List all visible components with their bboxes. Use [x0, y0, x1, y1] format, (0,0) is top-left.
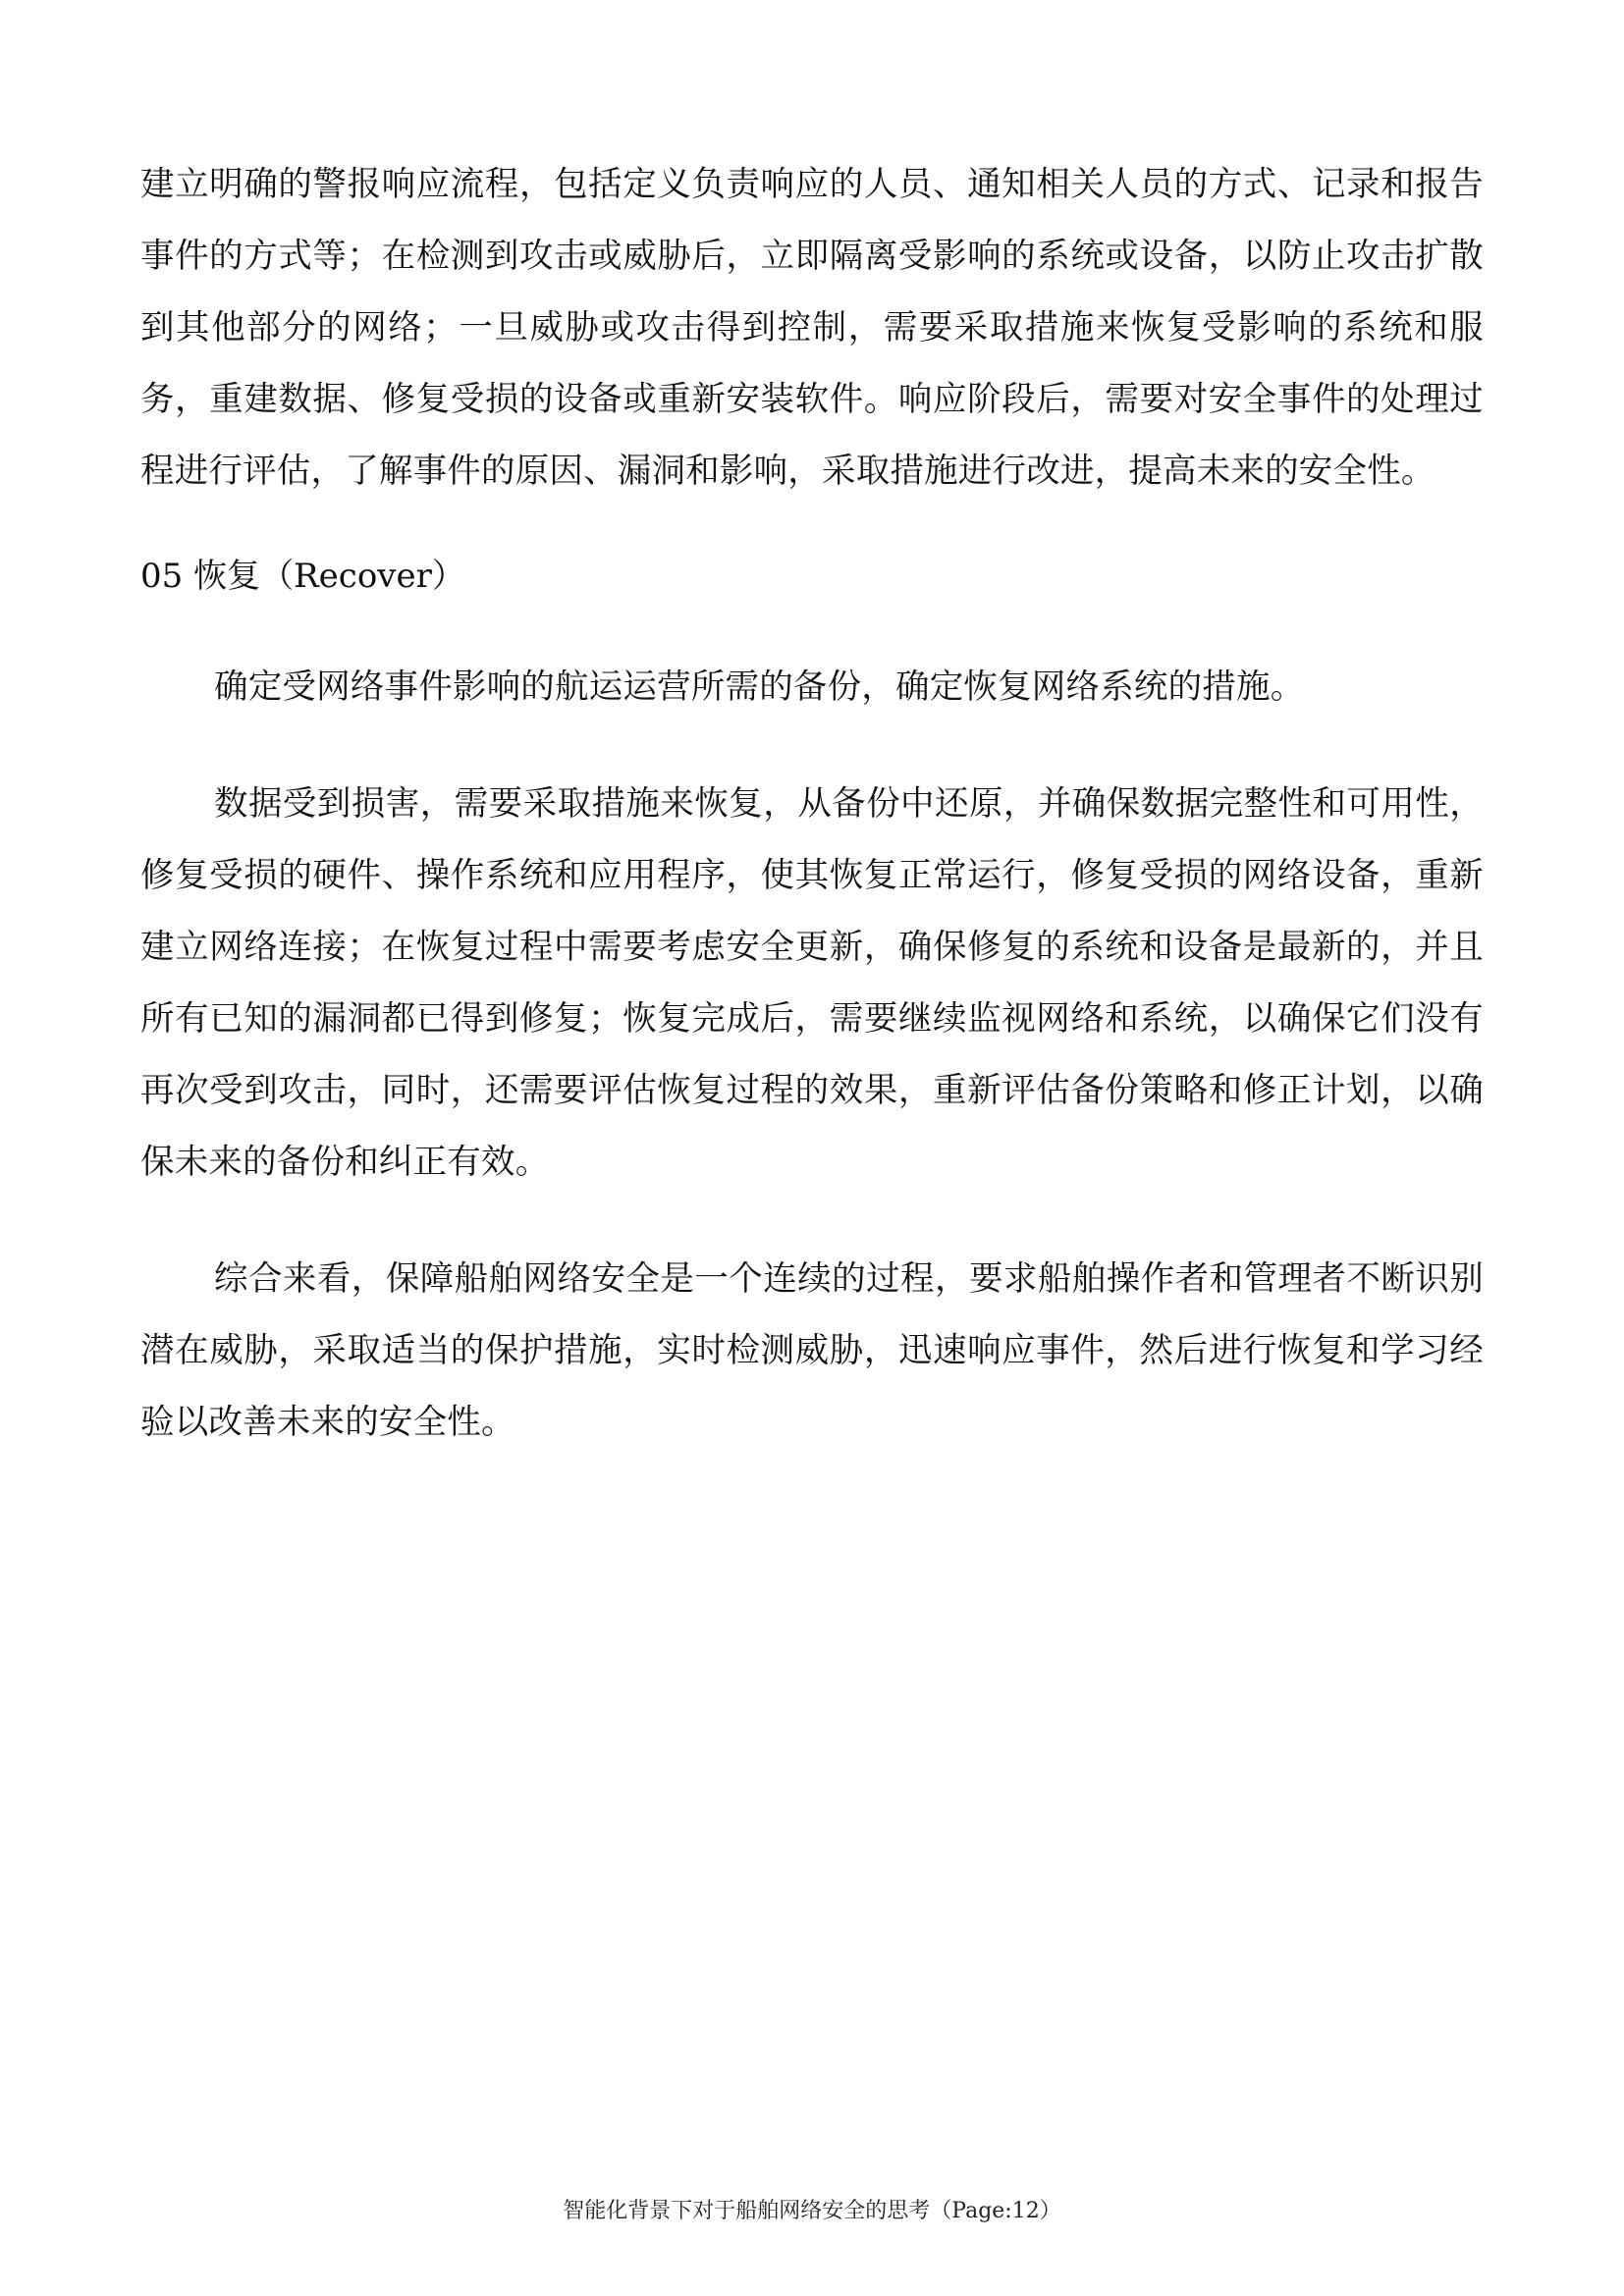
recover-intro-paragraph: 确定受网络事件影响的航运运营所需的备份，确定恢复网络系统的措施。: [214, 667, 1305, 707]
recover-detail-paragraph: 数据受到损害，需要采取措施来恢复，从备份中还原，并确保数据完整性和可用性，修复受损的硬件、操作系统和应用程序，使其恢复正常运行，修复受损的网络设备，重新建立网络连接；在恢复过程中需要考虑安全更新，确保修复的系统和设备是最新的，并且所有已知的漏洞都已得到修复；恢复完成后，需要继续监视网络和系统，以确保它们没有再次受到攻击，同时，还需要评估恢复过程的效果，重新评估备份策略和修正计划，以确保未来的备份和纠正有效。: [140, 784, 1484, 1182]
section-heading-recover: 05 恢复（Recover）: [140, 557, 465, 596]
page-footer: 智能化背景下对于船舶网络安全的思考（Page:12）: [563, 2199, 1061, 2223]
document-body: [140, 149, 1484, 1459]
summary-paragraph: 综合来看，保障船舶网络安全是一个连续的过程，要求船舶操作者和管理者不断识别潜在威胁，采取适当的保护措施，实时检测威胁，迅速响应事件，然后进行恢复和学习经验以改善未来的安全性。: [140, 1259, 1484, 1442]
response-paragraph: 建立明确的警报响应流程，包括定义负责响应的人员、通知相关人员的方式、记录和报告事件的方式等；在检测到攻击或威胁后，立即隔离受影响的系统或设备，以防止攻击扩散到其他部分的网络；一旦威胁或攻击得到控制，需要采取措施来恢复受影响的系统和服务，重建数据、修复受损的设备或重新安装软件。响应阶段后，需要对安全事件的处理过程进行评估，了解事件的原因、漏洞和影响，采取措施进行改进，提高未来的安全性。: [140, 165, 1484, 491]
